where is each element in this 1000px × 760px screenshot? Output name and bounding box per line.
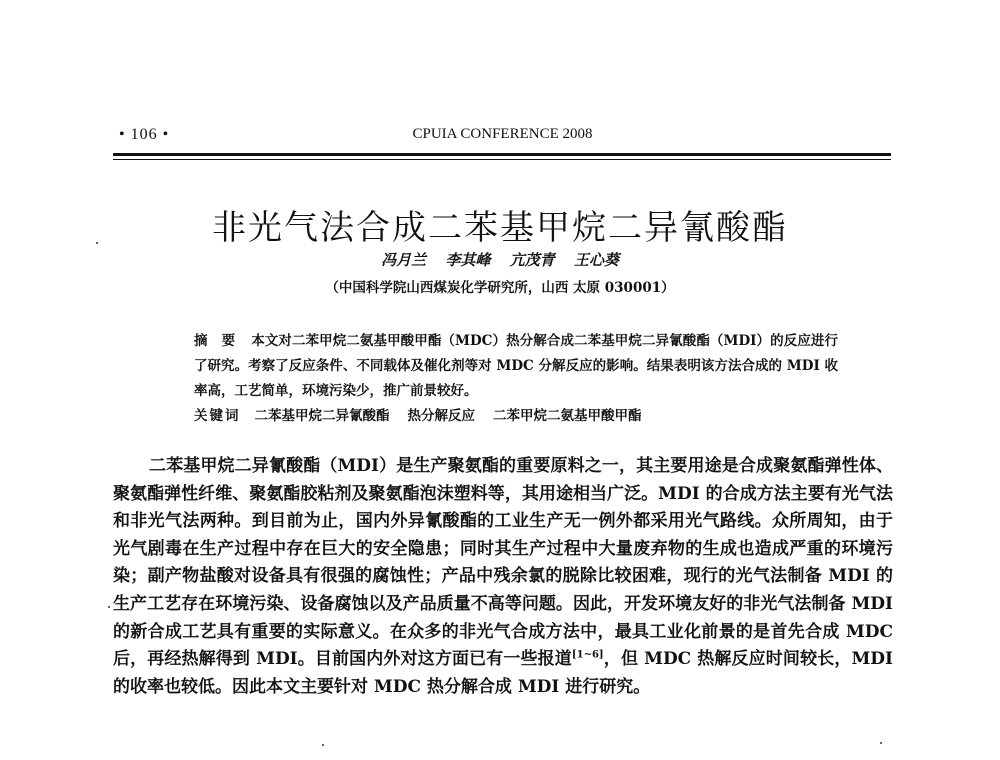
abstract-label: 摘要	[194, 333, 250, 349]
keywords-label: 关键词	[194, 408, 241, 424]
page-number: • 106 •	[119, 126, 170, 143]
abstract-paragraph	[166, 329, 838, 404]
body-text-end: ，但 MDC 热解反应时间较长，MDI 的收率也较低。因此本文主要针对 MDC 热分解合成 MDI 进行研究。	[113, 649, 893, 697]
reference-mark: [1~6]	[571, 649, 604, 661]
intro-paragraph	[113, 453, 893, 701]
header-rule-thin	[113, 159, 891, 160]
body-text-start: 二苯基甲烷二异氰酸酯（MDI）是生产聚氨酯的重要原料之一，其主要用途是合成聚氨酯弹性体、聚氨酯弹性纤维、聚氨酯胶粘剂及聚氨酯泡沫塑料等，其用途相当广泛。MDI 的合成方法主要有光气法和非光气法两种。到目前为止，国内外异氰酸酯的工业生产无一例外都采用光气路线。众所周知，由于光气剧毒在生产过程中存在巨大的安全隐患；同时其生产过程中大量废弃物的生成也造成严重的环境污染；副产物盐酸对设备具有很强的腐蚀性；产品中残余氯的脱除比较困难，现行的光气法制备 MDI 的生产工艺存在环境污染、设备腐蚀以及产品质量不高等问题。因此，开发环境友好的非光气法制备 MDI 的新合成工艺具有重要的实际意义。在众多的非光气合成方法中，最具工业化前景的是首先合成 MDC 后，再经热解得到 MDI。目前国内外对这方面已有一些报道	[113, 456, 893, 670]
affiliation: （中国科学院山西煤炭化学研究所，山西 太原 030001）	[325, 280, 675, 296]
scan-speck	[108, 606, 110, 608]
keyword: 热分解反应	[407, 408, 475, 424]
keyword: 二苯甲烷二氨基甲酸甲酯	[493, 408, 642, 424]
abstract-block	[166, 329, 838, 429]
scan-speck	[880, 742, 882, 744]
abstract-text: 本文对二苯甲烷二氨基甲酸甲酯（MDC）热分解合成二苯基甲烷二异氰酸酯（MDI）的反应进行了研究。考察了反应条件、不同载体及催化剂等对 MDC 分解反应的影响。结果表明该方法合成的 MDI 收率高，工艺简单，环境污染少，推广前景较好。	[194, 333, 838, 399]
scan-speck	[322, 744, 324, 746]
conference-name: CPUIA CONFERENCE 2008	[412, 126, 593, 142]
article-title: 非光气法合成二苯基甲烷二异氰酸酯	[212, 208, 788, 248]
running-head	[115, 126, 890, 148]
header-rule-thick	[113, 153, 891, 156]
author-list: 冯月兰 李其峰 亢茂青 王心葵	[381, 251, 619, 269]
keywords-line	[166, 404, 838, 429]
keyword: 二苯基甲烷二异氰酸酯	[254, 408, 390, 424]
scan-speck	[96, 242, 98, 244]
